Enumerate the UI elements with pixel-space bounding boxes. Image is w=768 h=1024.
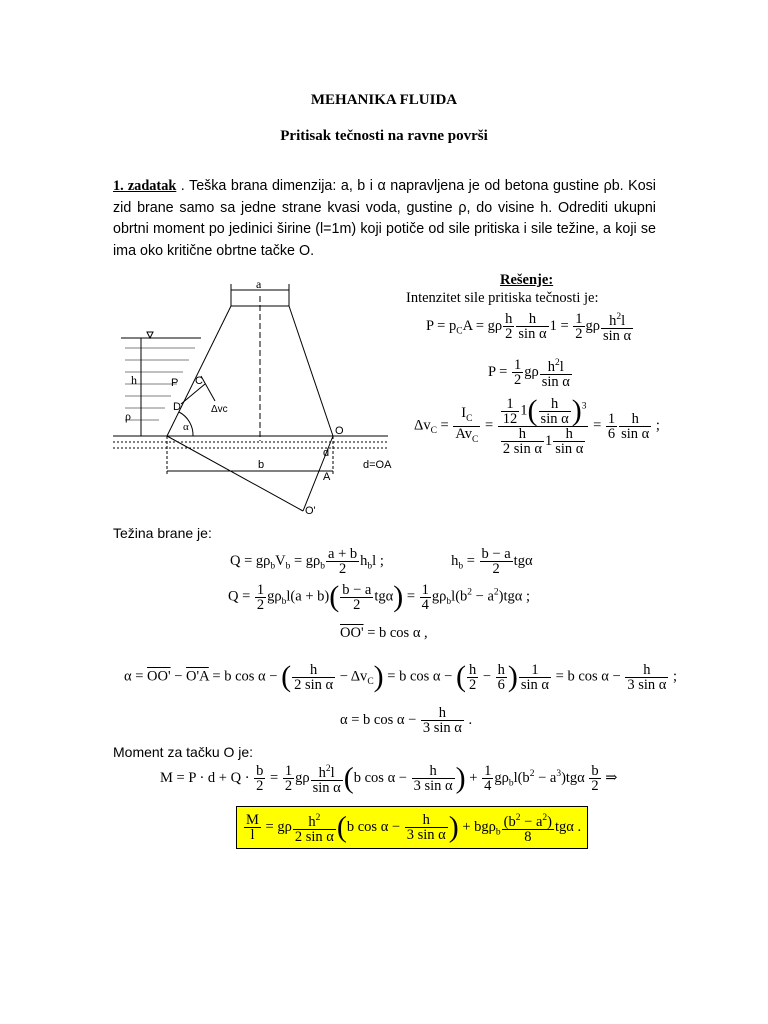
page-subtitle: Pritisak tečnosti na ravne površi <box>280 128 488 144</box>
label-alpha: α <box>183 421 189 433</box>
dam-figure <box>113 276 403 516</box>
eq-alpha-1: α = OO' − O'A = b cos α − ( $\frac{h}{\text{2 sin α}}$ − $\Delta v_C) = b$ cos α − ( $\frac{h}{2}$ − $\frac{h}{6}$ ) $\frac{1}{\text{sin α}}$ = b cos α − $\frac{h}{\text{3 sin α}}$ ; <box>124 660 677 693</box>
label-D: D <box>173 401 181 413</box>
label-b: b <box>258 459 265 471</box>
label-A: A <box>323 471 331 483</box>
eq-moment-result: $\frac{M}{l}$ = gρ $\frac{h^2}{\text{2 sin α}}$ (b cos α − $\frac{h}{\text{3 sin α}}$ ) + bgρ$_b$ $\frac{(b^2 - a^2)}{8}$ tgα . <box>236 806 588 849</box>
label-d-eq: d=OA <box>363 459 392 471</box>
solution-heading-wrap <box>500 271 553 289</box>
label-rho: ρ <box>125 409 131 423</box>
label-h: h <box>131 373 137 387</box>
eq-alpha-2: α = b cos α − $\frac{h}{\text{3 sin α}}$ . <box>340 705 473 736</box>
eq-pressure-2: P = $\frac{1}{2}$ gρ $\frac{h^2l}{\text{sin α}}$ <box>488 356 570 390</box>
label-Oprime: O' <box>305 505 316 516</box>
label-a: a <box>256 277 262 291</box>
solution-intro: Intenzitet sile pritiska tečnosti je: <box>406 290 599 306</box>
label-P: P <box>171 377 179 389</box>
task-text: . Teška brana dimenzija: a, b i α napravljena je od betona gustine ρb. Kosi zid brane samo sa jedne strane kvasi voda, gustine ρ, do visine h. Odrediti ukupni obrtni moment po jedinici širine (l=1m) koji potiče od sile pritiska i sile težine, a koji se ima oko kritične obrtne tačke O. <box>113 178 656 259</box>
eq-pressure-1: $P = p_CA = g\rho$ $\frac{h}{2}$ $\frac{h}{\text{sin α}}$ 1 = $\frac{1}{2}$ gρ $\frac{h^2l}{\text{sin α}}$ <box>426 310 632 344</box>
task-label: 1. zadatak <box>113 178 177 194</box>
page-title: MEHANIKA FLUIDA <box>310 92 458 108</box>
task-statement <box>113 176 656 262</box>
eq-weight-2: Q = $\frac{1}{2}$ $g\rho_bl(a + b)$( $\frac{b - a}{2}$ tgα) = $\frac{1}{4}$ $g\rho_bl(b^2 - a^2)tg\alpha$ ; <box>228 580 531 613</box>
label-C: C <box>195 375 203 387</box>
solution-heading: Rešenje: <box>500 272 554 288</box>
weight-intro: Težina brane je: <box>113 525 212 541</box>
eq-moment-1: M = P · d + Q · $\frac{b}{2}$ = $\frac{1}{2}$ gρ $\frac{h^2l}{\text{sin α}}$ (b cos α − $\frac{h}{\text{3 sin α}}$ ) + $\frac{1}{4}$ $g\rho_bl(b^2 - a^3)tg\alpha$ $\frac{b}{2}$ ⇒ <box>160 761 618 796</box>
eq-oo-prime: OO' = b cos α , <box>340 625 428 641</box>
label-O: O <box>335 425 344 437</box>
moment-intro: Moment za tačku O je: <box>113 744 254 760</box>
label-d: d <box>323 447 330 459</box>
label-dvc: Δvc <box>211 404 228 415</box>
eq-weight-1: $Q = g\rho_bV_b = g\rho_b$ $\frac{a + b}{2}$ $h_bl$ ; $h_b$ = $\frac{b - a}{2}$ tgα <box>230 546 533 577</box>
eq-delta-vc: $\Delta v_C$ = $\frac{I_C}{Av_C}$ = $\frac{1}{12}$ 1( $\frac{h}{\text{sin α}}$ )$^3$ $\frac{h}{\text{2 sin α}}$ 1 $\frac{h}{\text{sin α}}$ = $\frac{1}{6}$ $\frac{h}{\text{sin α}}$ ; <box>414 394 660 457</box>
